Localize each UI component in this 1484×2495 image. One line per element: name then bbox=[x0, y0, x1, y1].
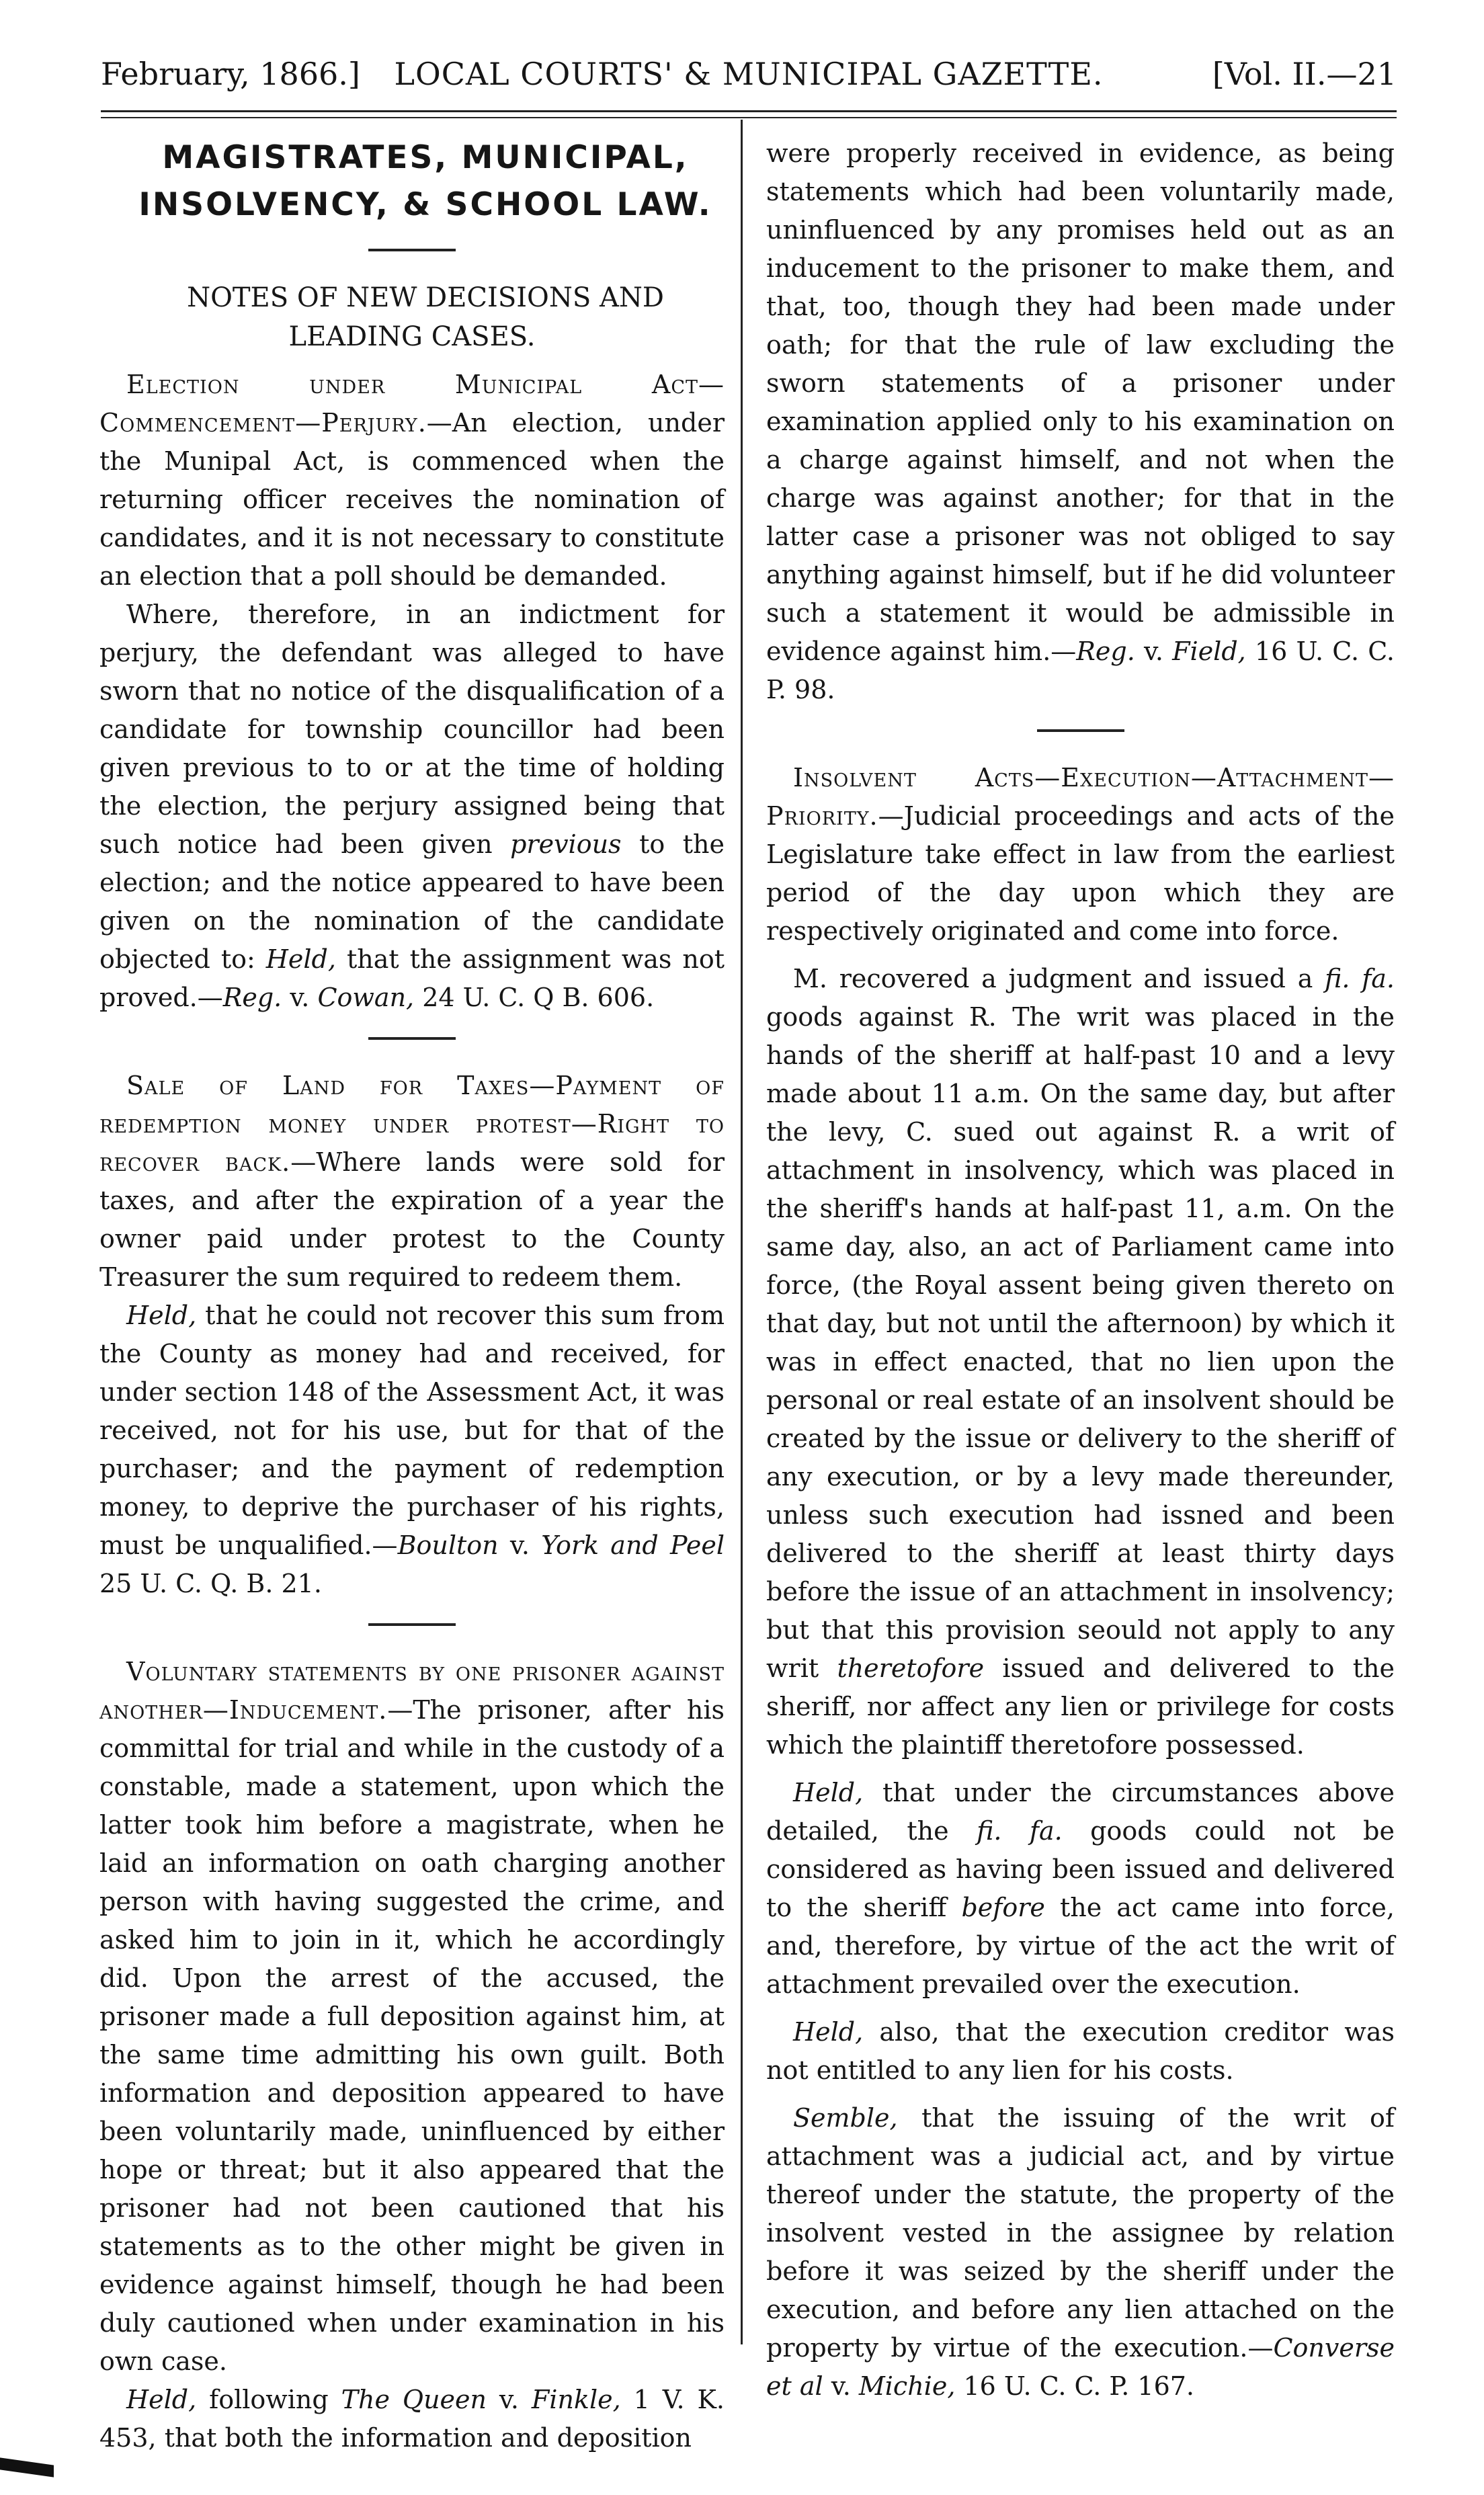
case-text: following bbox=[196, 2385, 341, 2414]
citation-party: York and Peel bbox=[541, 1530, 725, 1560]
italic-term: previous bbox=[510, 829, 622, 859]
case-paragraph bbox=[766, 2013, 1395, 2090]
case-text: M. recovered a judgment and issued a bbox=[793, 964, 1325, 993]
case-paragraph bbox=[99, 1297, 725, 1603]
case-text: —An election, under the Munipal Act, is commenced when the returning officer receives the nomination of candidates, and it is not necessary to constitute an election that a poll should be demanded. bbox=[99, 408, 725, 591]
citation-reference: 16 U. C. C. P. 98. bbox=[766, 637, 1395, 704]
citation-party: Finkle, bbox=[531, 2385, 621, 2414]
italic-term: theretofore bbox=[837, 1653, 985, 1683]
header-title: LOCAL COURTS' & MUNICIPAL GAZETTE. bbox=[394, 56, 1104, 92]
held-label: Held, bbox=[126, 1301, 197, 1330]
case-text: to the election; and the notice appeared to have been given on the nomination of the candidate objected to: bbox=[99, 829, 725, 974]
case-text: —Where lands were sold for taxes, and after the expiration of a year the owner paid under protest to the County Treasurer the sum required to redeem them. bbox=[99, 1147, 725, 1292]
case-title: Election under Municipal Act—Commencement—Perjury. bbox=[99, 370, 725, 438]
case-title: Insolvent Acts—Execution—Attachment—Priority. bbox=[766, 763, 1395, 831]
case-paragraph bbox=[99, 1653, 725, 2381]
separator-rule bbox=[368, 1037, 456, 1040]
italic-term: fi. fa. bbox=[977, 1816, 1063, 1846]
held-label: Held, bbox=[793, 2017, 864, 2047]
case-text: that the assignment was not proved.— bbox=[99, 944, 725, 1012]
citation-reference: 16 U. C. C. P. 167. bbox=[955, 2371, 1195, 2401]
citation-party: The Queen bbox=[341, 2385, 487, 2414]
header-date: February, 1866.] bbox=[101, 56, 360, 92]
case-paragraph bbox=[99, 2381, 725, 2457]
header-rule-thick bbox=[101, 110, 1397, 112]
running-header bbox=[101, 42, 1397, 106]
separator-rule bbox=[368, 1623, 456, 1626]
case-text: that he could not recover this sum from the County as money had and received, for under section 148 of the Assessment Act, it was received, not for his use, but for that of the purchaser; and the payment of redemption money, to deprive the purchaser of his rights, must be unqualified.— bbox=[99, 1301, 725, 1560]
case-text: —Judicial proceedings and acts of the Legislature take effect in law from the earliest period of the day upon which they are respectively originated and come into force. bbox=[766, 801, 1395, 946]
case-text: the act came into force, and, therefore, by virtue of the act the writ of attachment prevailed over the execution. bbox=[766, 1893, 1395, 1999]
held-label: Held, bbox=[265, 944, 336, 974]
semble-label: Semble, bbox=[793, 2103, 898, 2133]
citation-versus: v. bbox=[487, 2385, 532, 2414]
case-text: 1 V. K. 453, that both the information and deposition bbox=[99, 2385, 725, 2453]
case-title: Sale of Land for Taxes—Payment of redemption money under protest—Right to recover back. bbox=[99, 1071, 725, 1177]
case-text: goods could not be considered as having been issued and delivered to the sheriff bbox=[766, 1816, 1395, 1922]
case-text: that under the circumstances above detailed, the bbox=[766, 1778, 1395, 1846]
case-paragraph bbox=[99, 1067, 725, 1297]
case-title: Voluntary statements by one prisoner against another—Inducement. bbox=[99, 1657, 725, 1725]
citation-party: Field, bbox=[1172, 637, 1246, 666]
citation-versus: v. bbox=[498, 1530, 542, 1560]
case-text: also, that the execution creditor was not entitled to any lien for his costs. bbox=[766, 2017, 1395, 2085]
citation-reference: 25 U. C. Q. B. 21. bbox=[99, 1569, 322, 1598]
citation-party: Reg. bbox=[1076, 637, 1135, 666]
case-paragraph bbox=[766, 960, 1395, 1764]
citation-party: Boulton bbox=[397, 1530, 499, 1560]
italic-term: before bbox=[961, 1893, 1045, 1922]
citation-party: Michie, bbox=[858, 2371, 956, 2401]
citation-versus: v. bbox=[282, 983, 318, 1012]
section-heading-line1: MAGISTRATES, MUNICIPAL, bbox=[162, 139, 689, 176]
case-paragraph bbox=[99, 596, 725, 1017]
header-volume: [Vol. II.—21 bbox=[1212, 56, 1397, 92]
subheading: NOTES OF NEW DECISIONS AND LEADING CASES. bbox=[187, 282, 664, 352]
case-paragraph bbox=[99, 366, 725, 596]
case-paragraph bbox=[766, 1774, 1395, 2004]
held-label: Held, bbox=[793, 1778, 864, 1807]
citation-party: Cowan, bbox=[317, 983, 415, 1012]
separator-rule bbox=[368, 249, 456, 251]
italic-term: fi. fa. bbox=[1325, 964, 1395, 993]
column-divider bbox=[741, 120, 743, 2344]
citation-versus: v. bbox=[1135, 637, 1173, 666]
citation-reference: 24 U. C. Q B. 606. bbox=[414, 983, 655, 1012]
case-text: goods against R. The writ was placed in the hands of the sheriff at half-past 10 and a levy made about 11 a.m. On the same day, but after the levy, C. sued out against R. a writ of attachment in insolvency, which was placed in the sheriff's hands at half-past 11, a.m. On the same day, also, an act of Parliament came into force, (the Royal assent being given thereto on that day, but not until the afternoon) by which it was in effect enacted, that no lien upon the personal or real estate of an insolvent should be created by the issue or delivery to the sheriff of any execution, or by a levy made thereunder, unless such execution had issned and been delivered to the sheriff at least thirty days before the issue of an attachment in insolvency; but that this provision seould not apply to any writ bbox=[766, 1002, 1395, 1683]
page-edge-mark bbox=[0, 2457, 54, 2477]
section-heading-line2: INSOLVENCY, & SCHOOL LAW. bbox=[138, 186, 712, 223]
citation-party: Reg. bbox=[222, 983, 282, 1012]
case-text: —The prisoner, after his committal for trial and while in the custody of a constable, made a statement, upon which the latter took him before a magistrate, when he laid an information on oath charging another person with having suggested the crime, and asked him to join in it, which he accordingly did. Upon the arrest of the accused, the prisoner made a full deposition against him, at the same time admitting his own guilt. Both information and deposition appeared to have been voluntarily made, uninfluenced by either hope or threat; but it also appeared that the prisoner had not been cautioned that his statements as to the other might be given in evidence against himself, though he had been duly cautioned when under examination in his own case. bbox=[99, 1695, 725, 2376]
case-text: Where, therefore, in an indictment for perjury, the defendant was alleged to have sworn that no notice of the disqualification of a candidate for township councillor had been given previous to to or at the time of holding the election, the perjury assigned being that such notice had been given bbox=[99, 600, 725, 859]
right-column bbox=[766, 134, 1395, 2406]
citation-versus: v. bbox=[823, 2371, 859, 2401]
case-text: issued and delivered to the sheriff, nor affect any lien or privilege for costs which the plaintiff theretofore possessed. bbox=[766, 1653, 1395, 1760]
case-paragraph bbox=[766, 759, 1395, 950]
case-paragraph bbox=[766, 2099, 1395, 2406]
held-label: Held, bbox=[126, 2385, 197, 2414]
case-paragraph bbox=[766, 134, 1395, 709]
citation-party: Converse et al bbox=[766, 2333, 1395, 2401]
left-column bbox=[99, 134, 725, 2457]
case-text: that the issuing of the writ of attachment was a judicial act, and by virtue thereof under the statute, the property of the insolvent vested in the assignee by relation before it was seized by the sheriff under the execution, and before any lien attached on the property by virtue of the execution.— bbox=[766, 2103, 1395, 2363]
header-rule-thin bbox=[101, 117, 1397, 118]
case-text: were properly received in evidence, as being statements which had been voluntarily made, uninfluenced by any promises held out as an inducement to the prisoner to make them, and that, too, though they had been made under oath; for that the rule of law excluding the sworn statements of a prisoner under examination applied only to his examination on a charge against himself, and not when the charge was against another; for that in the latter case a prisoner was not obliged to say anything against himself, but if he did volunteer such a statement it would be admissible in evidence against him.— bbox=[766, 138, 1395, 666]
separator-rule bbox=[1037, 729, 1124, 732]
